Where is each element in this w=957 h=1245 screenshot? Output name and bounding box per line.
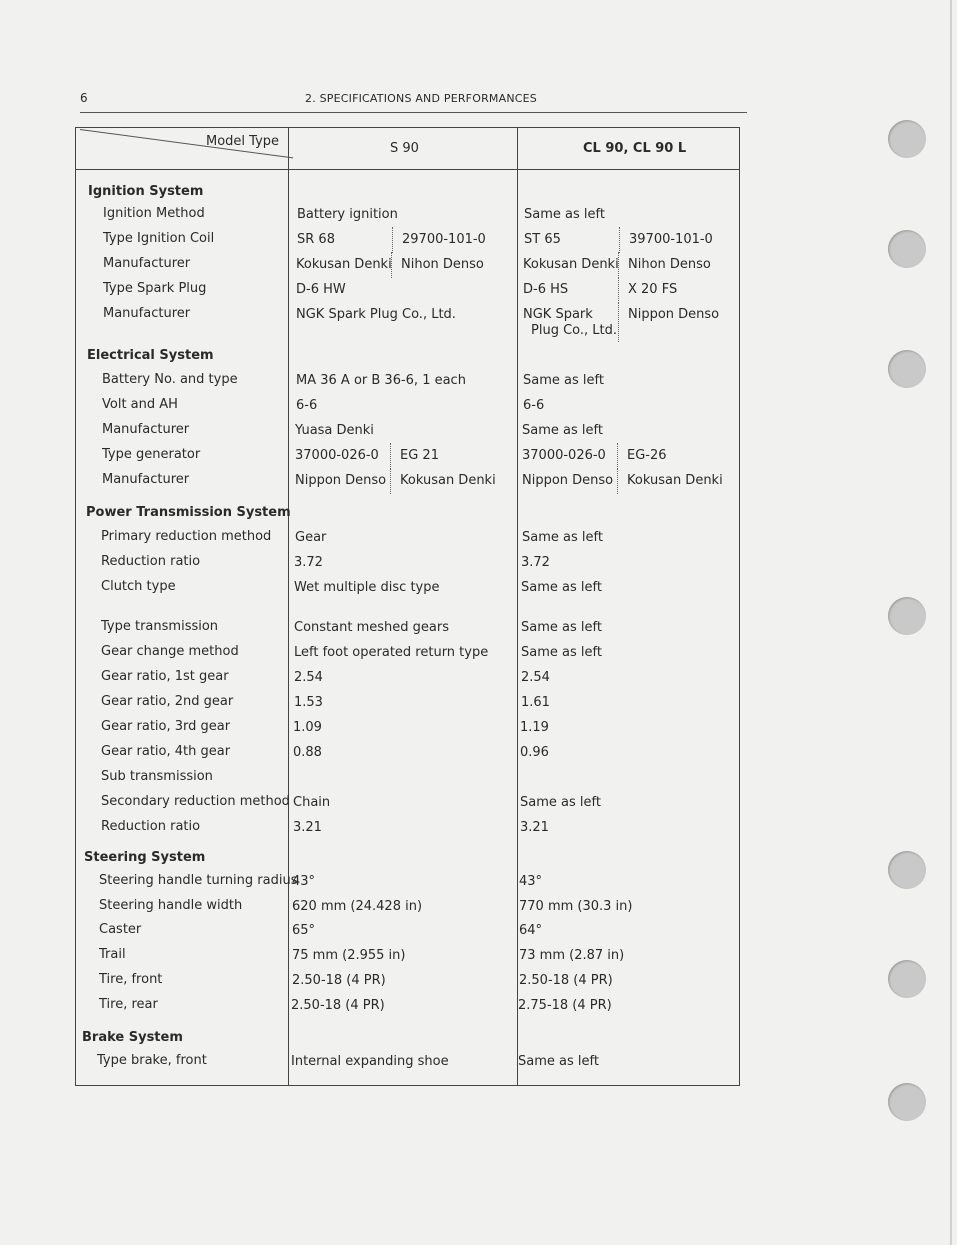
value-cl90: 2.50-18 (4 PR) — [519, 973, 613, 988]
value-s90: 2.50-18 (4 PR) — [291, 998, 385, 1013]
section-heading: Brake System — [82, 1030, 183, 1045]
value-s90-alt: Kokusan Denki — [400, 473, 496, 488]
row-label: Type Spark Plug — [103, 281, 207, 296]
page-header: 2. SPECIFICATIONS AND PERFORMANCES — [305, 92, 537, 105]
row-label: Type brake, front — [97, 1053, 207, 1068]
value-s90: 37000-026-0 — [295, 448, 379, 463]
value-cl90: 2.54 — [521, 670, 550, 685]
value-cl90: Same as left — [521, 645, 602, 660]
dotted-separator — [618, 302, 619, 342]
row-label: Battery No. and type — [102, 372, 238, 387]
value-s90: 3.72 — [294, 555, 323, 570]
row-label: Manufacturer — [103, 256, 191, 271]
value-s90: 1.53 — [294, 695, 323, 710]
row-label: Gear ratio, 2nd gear — [101, 694, 234, 709]
value-s90: 6-6 — [296, 398, 318, 413]
value-s90: Chain — [293, 795, 331, 810]
header-model-type: Model Type — [206, 134, 280, 149]
binder-hole — [888, 597, 926, 635]
row-label: Type generator — [102, 447, 201, 462]
value-s90: Nippon Denso — [295, 473, 387, 488]
section-heading: Power Transmission System — [86, 505, 291, 520]
header-divider — [76, 169, 739, 170]
value-s90: MA 36 A or B 36-6, 1 each — [296, 373, 466, 388]
value-s90: 3.21 — [293, 820, 322, 835]
value-cl90-alt: X 20 FS — [628, 282, 678, 297]
value-cl90: 37000-026-0 — [522, 448, 606, 463]
section-heading: Electrical System — [87, 348, 214, 363]
value-cl90-alt: EG-26 — [627, 448, 667, 463]
row-label: Steering handle width — [99, 898, 243, 913]
row-label: Type Ignition Coil — [103, 231, 215, 246]
row-label: Manufacturer — [102, 472, 190, 487]
dotted-separator — [391, 252, 392, 278]
value-cl90: 3.72 — [521, 555, 550, 570]
header-rule — [80, 112, 747, 113]
dotted-separator — [617, 468, 618, 494]
row-label: Trail — [99, 947, 126, 962]
value-cl90-cont: Plug Co., Ltd. — [531, 323, 617, 338]
value-cl90: 1.19 — [520, 720, 549, 735]
value-cl90: Same as left — [521, 580, 602, 595]
value-cl90: Same as left — [518, 1054, 599, 1069]
row-label: Reduction ratio — [101, 554, 201, 569]
row-label: Primary reduction method — [101, 529, 272, 544]
value-cl90: Same as left — [524, 207, 605, 222]
value-cl90-alt: Nippon Denso — [628, 307, 720, 322]
value-cl90: ST 65 — [524, 232, 561, 247]
value-cl90-alt: Kokusan Denki — [627, 473, 723, 488]
section-heading: Steering System — [84, 850, 206, 865]
column-divider — [517, 128, 518, 1085]
value-s90: NGK Spark Plug Co., Ltd. — [296, 307, 456, 322]
binder-hole — [888, 851, 926, 889]
value-s90-alt: Nihon Denso — [401, 257, 484, 272]
dotted-separator — [617, 443, 618, 469]
value-s90: 0.88 — [293, 745, 322, 760]
header-cl90: CL 90, CL 90 L — [583, 141, 687, 156]
value-s90: Gear — [295, 530, 327, 545]
value-s90: 65° — [292, 923, 316, 938]
value-cl90: Same as left — [521, 620, 602, 635]
value-s90: 43° — [292, 874, 316, 889]
dotted-separator — [618, 277, 619, 303]
value-cl90: Kokusan Denki — [523, 257, 619, 272]
value-cl90: 6-6 — [523, 398, 545, 413]
row-label: Gear ratio, 1st gear — [101, 669, 229, 684]
row-label: Sub transmission — [101, 769, 213, 784]
value-cl90: 73 mm (2.87 in) — [519, 948, 625, 963]
binder-hole — [888, 1083, 926, 1121]
value-cl90: Same as left — [522, 530, 603, 545]
header-s90: S 90 — [390, 141, 419, 156]
dotted-separator — [619, 227, 620, 253]
value-s90: Battery ignition — [297, 207, 398, 222]
value-cl90: 1.61 — [521, 695, 550, 710]
value-cl90: Same as left — [520, 795, 601, 810]
page-edge — [950, 0, 952, 1245]
value-s90: 620 mm (24.428 in) — [292, 899, 423, 914]
value-s90: Internal expanding shoe — [291, 1054, 449, 1069]
value-s90: 2.54 — [294, 670, 323, 685]
value-cl90: 0.96 — [520, 745, 549, 760]
dotted-separator — [390, 468, 391, 494]
binder-hole — [888, 230, 926, 268]
value-cl90: Same as left — [523, 373, 604, 388]
value-s90: Yuasa Denki — [295, 423, 374, 438]
row-label: Gear ratio, 4th gear — [101, 744, 231, 759]
row-label: Gear ratio, 3rd gear — [101, 719, 231, 734]
value-cl90-alt: 39700-101-0 — [629, 232, 713, 247]
binder-hole — [888, 350, 926, 388]
value-cl90: D-6 HS — [523, 282, 569, 297]
column-divider — [288, 128, 289, 1085]
row-label: Manufacturer — [103, 306, 191, 321]
value-s90: Wet multiple disc type — [294, 580, 440, 595]
value-s90-alt: 29700-101-0 — [402, 232, 486, 247]
value-cl90: 2.75-18 (4 PR) — [518, 998, 612, 1013]
row-label: Steering handle turning radius — [99, 873, 298, 888]
page-number: 6 — [80, 91, 88, 105]
value-cl90-alt: Nihon Denso — [628, 257, 711, 272]
value-s90: 1.09 — [293, 720, 322, 735]
value-s90: Kokusan Denki — [296, 257, 392, 272]
value-cl90: 43° — [519, 874, 543, 889]
dotted-separator — [392, 227, 393, 253]
row-label: Reduction ratio — [101, 819, 201, 834]
value-cl90: Same as left — [522, 423, 603, 438]
value-s90: D-6 HW — [296, 282, 346, 297]
binder-hole — [888, 960, 926, 998]
row-label: Manufacturer — [102, 422, 190, 437]
value-cl90: 64° — [519, 923, 543, 938]
value-cl90: 770 mm (30.3 in) — [519, 899, 633, 914]
value-s90: Left foot operated return type — [294, 645, 489, 660]
binder-hole — [888, 120, 926, 158]
value-s90-alt: EG 21 — [400, 448, 439, 463]
row-label: Caster — [99, 922, 142, 937]
row-label: Secondary reduction method — [101, 794, 290, 809]
value-s90: 2.50-18 (4 PR) — [292, 973, 386, 988]
value-s90: 75 mm (2.955 in) — [292, 948, 406, 963]
value-s90: SR 68 — [297, 232, 335, 247]
row-label: Tire, rear — [99, 997, 158, 1012]
section-heading: Ignition System — [88, 184, 204, 199]
value-s90: Constant meshed gears — [294, 620, 449, 635]
row-label: Ignition Method — [103, 206, 205, 221]
dotted-separator — [618, 252, 619, 278]
value-cl90: 3.21 — [520, 820, 549, 835]
row-label: Volt and AH — [102, 397, 178, 412]
row-label: Tire, front — [99, 972, 163, 987]
row-label: Type transmission — [101, 619, 219, 634]
dotted-separator — [390, 443, 391, 469]
value-cl90: NGK Spark — [523, 307, 593, 322]
row-label: Clutch type — [101, 579, 176, 594]
value-cl90: Nippon Denso — [522, 473, 614, 488]
row-label: Gear change method — [101, 644, 239, 659]
